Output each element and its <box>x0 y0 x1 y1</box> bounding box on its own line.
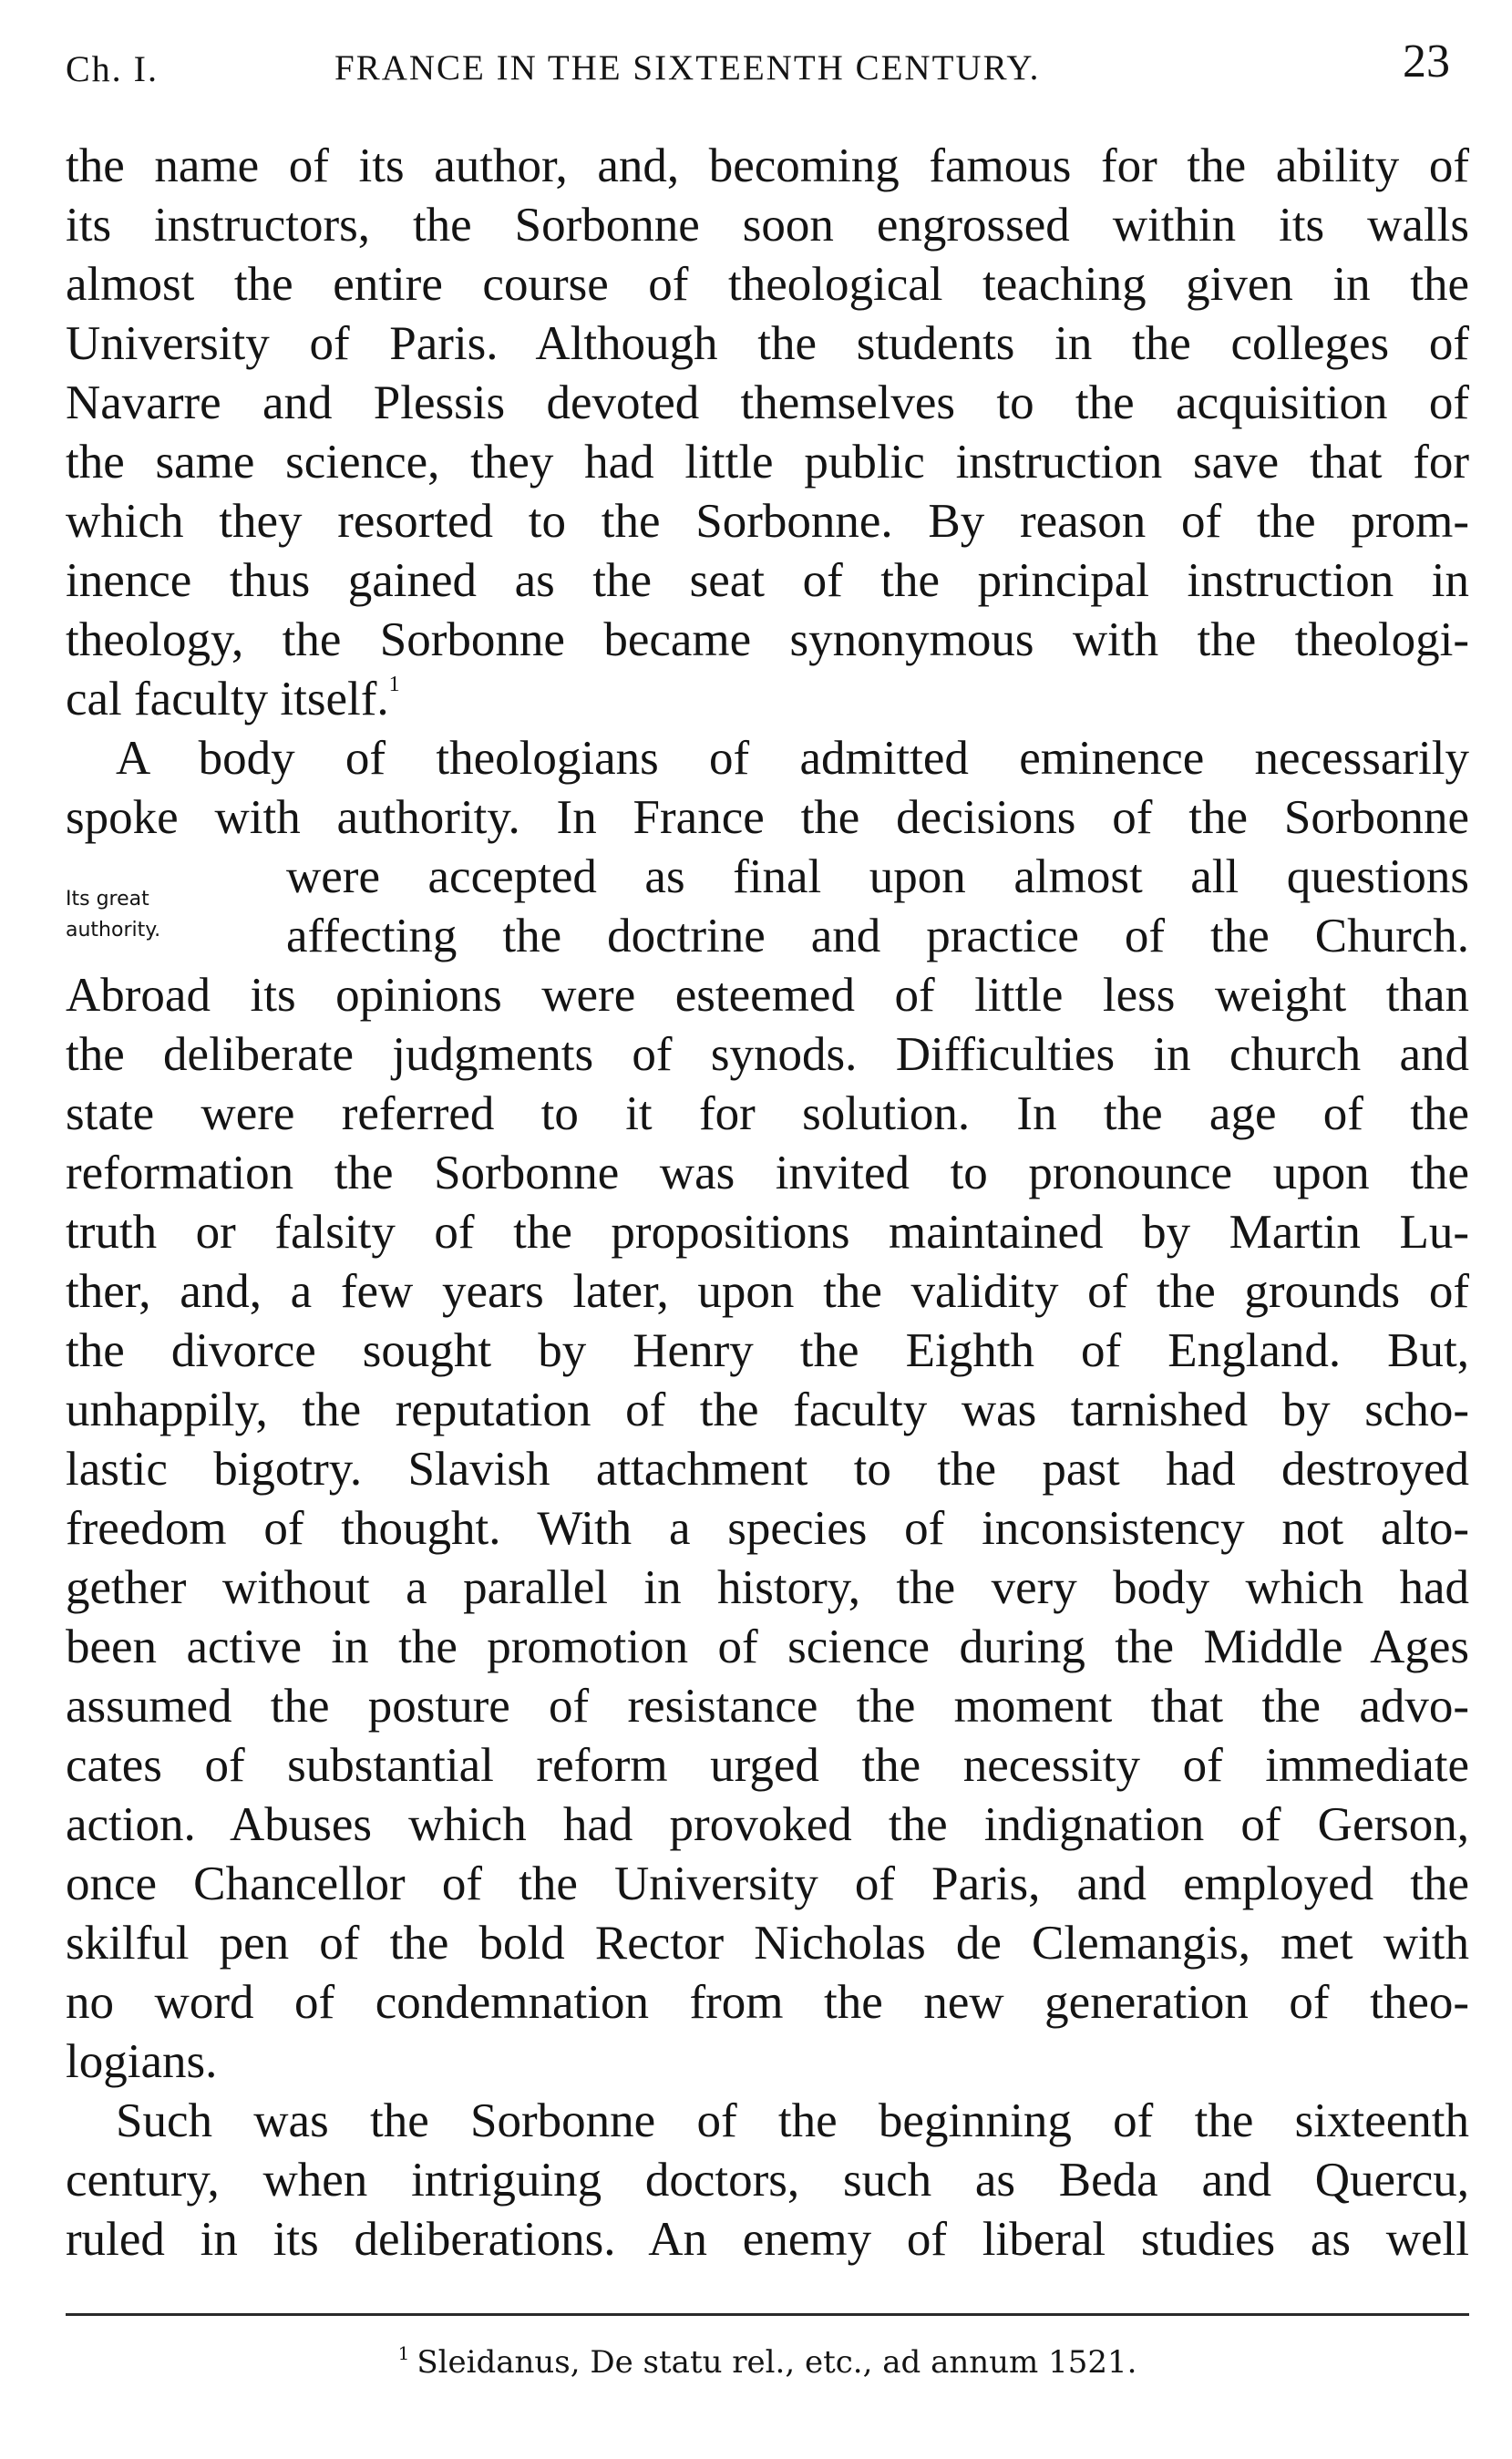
text-line: A body of theologians of admitted eminence necessarily <box>116 732 1469 785</box>
text-line: the deliberate judgments of synods. Difficulties in church and <box>66 1028 1469 1081</box>
text-line: University of Paris. Although the students in the colleges of <box>66 317 1469 370</box>
chapter-label: Ch. I. <box>66 48 159 89</box>
text-line: freedom of thought. With a species of inconsistency not alto- <box>66 1502 1469 1555</box>
footnote-reference: 1 <box>388 673 400 696</box>
text-line: Such was the Sorbonne of the beginning of the sixteenth <box>116 2094 1469 2147</box>
text-line: truth or falsity of the propositions maintained by Martin Lu- <box>66 1206 1469 1259</box>
text-line: skilful pen of the bold Rector Nicholas de Clemangis, met with <box>66 1917 1469 1970</box>
text-line: were accepted as final upon almost all questions <box>286 850 1469 903</box>
text-line: theology, the Sorbonne became synonymous with the theologi- <box>66 613 1469 666</box>
text-line: lastic bigotry. Slavish attachment to the past had destroyed <box>66 1443 1469 1496</box>
footnote-marker: 1 <box>397 2342 410 2364</box>
text-line: which they resorted to the Sorbonne. By reason of the prom- <box>66 495 1469 548</box>
text-line: its instructors, the Sorbonne soon engrossed within its walls <box>66 199 1469 252</box>
text-line: Abroad its opinions were esteemed of little less weight than <box>66 969 1469 1022</box>
text-line: once Chancellor of the University of Paris, and employed the <box>66 1857 1469 1910</box>
text-line: ther, and, a few years later, upon the validity of the grounds of <box>66 1265 1469 1318</box>
text-line: gether without a parallel in history, the very body which had <box>66 1561 1469 1614</box>
line-text: cal faculty itself. <box>66 673 389 725</box>
text-line: state were referred to it for solution. In the age of the <box>66 1087 1469 1140</box>
text-line: no word of condemnation from the new generation of theo- <box>66 1976 1469 2029</box>
text-line: the same science, they had little public instruction save that for <box>66 436 1469 489</box>
text-line: reformation the Sorbonne was invited to pronounce upon the <box>66 1147 1469 1199</box>
running-head <box>66 35 1476 98</box>
text-line: the divorce sought by Henry the Eighth of England. But, <box>66 1324 1469 1377</box>
text-line: inence thus gained as the seat of the principal instruction in <box>66 554 1469 607</box>
text-line: been active in the promotion of science during the Middle Ages <box>66 1620 1469 1673</box>
text-line: almost the entire course of theological teaching given in the <box>66 258 1469 311</box>
page-number: 23 <box>1403 36 1450 87</box>
text-line: century, when intriguing doctors, such as Beda and Quercu, <box>66 2154 1469 2207</box>
text-line <box>66 670 1469 729</box>
text-line: spoke with authority. In France the decisions of the Sorbonne <box>66 791 1469 844</box>
text-line: Navarre and Plessis devoted themselves to the acquisition of <box>66 376 1469 429</box>
body-text <box>66 137 1469 2269</box>
text-line: affecting the doctrine and practice of the Church. <box>286 910 1469 962</box>
footnote-divider <box>66 2313 1469 2316</box>
footnote-text: Sleidanus, De statu rel., etc., ad annum 1521. <box>417 2344 1137 2381</box>
text-line: cates of substantial reform urged the necessity of immediate <box>66 1739 1469 1792</box>
text-line: the name of its author, and, becoming famous for the ability of <box>66 139 1469 192</box>
text-line: assumed the posture of resistance the moment that the advo- <box>66 1680 1469 1733</box>
text-line: unhappily, the reputation of the faculty was tarnished by scho- <box>66 1384 1469 1436</box>
text-line: ruled in its deliberations. An enemy of liberal studies as well <box>66 2213 1469 2266</box>
footnote <box>66 2344 1469 2381</box>
text-line: logians. <box>66 2035 218 2088</box>
running-title: FRANCE IN THE SIXTEENTH CENTURY. <box>334 48 1041 87</box>
margin-note-line: authority. <box>66 919 161 941</box>
margin-note-line: Its great <box>66 888 149 911</box>
text-line: action. Abuses which had provoked the indignation of Gerson, <box>66 1798 1469 1851</box>
